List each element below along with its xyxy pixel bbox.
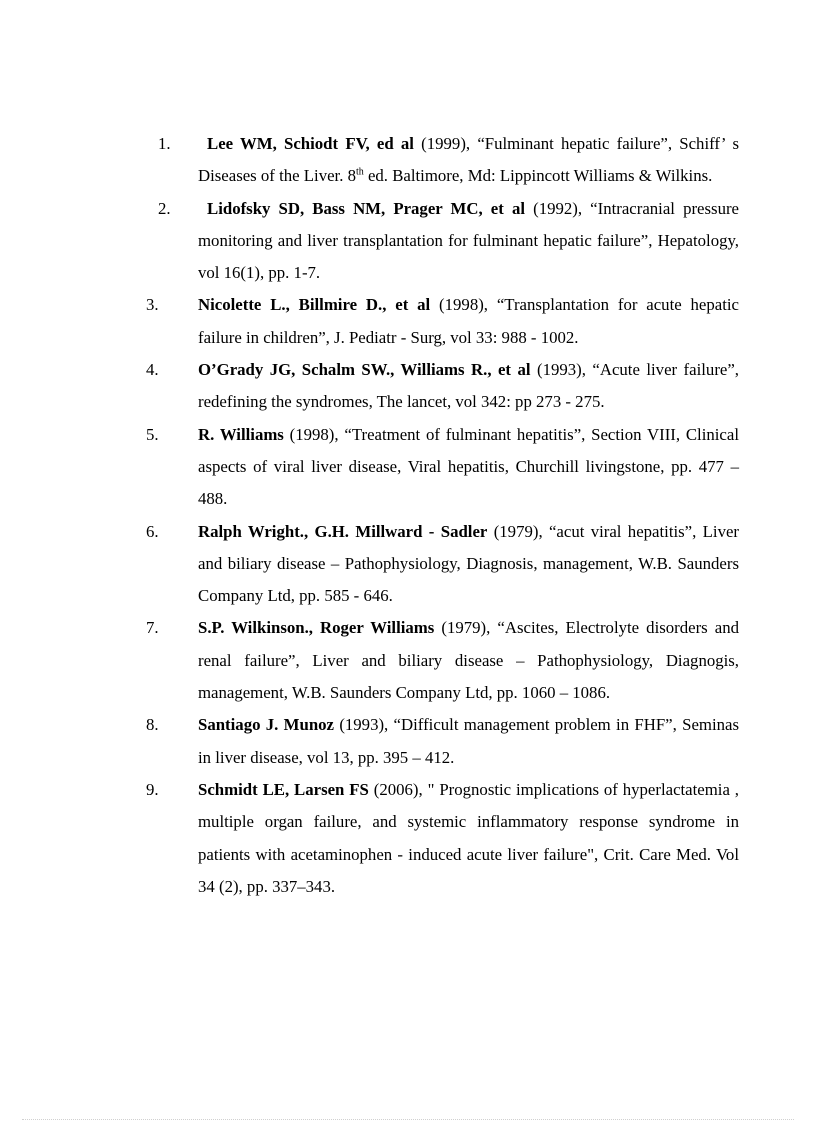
reference-item <box>0 709 739 774</box>
reference-item <box>0 419 739 516</box>
reference-authors: Santiago J. Munoz <box>198 715 335 735</box>
reference-number: 3. <box>146 295 159 315</box>
reference-authors: Nicolette L., Billmire D., et al <box>198 295 431 315</box>
reference-number: 6. <box>146 521 159 541</box>
reference-number: 2. <box>158 198 171 218</box>
reference-number: 9. <box>146 779 159 799</box>
reference-item <box>0 612 739 709</box>
reference-authors: O’Grady JG, Schalm SW., Williams R., et al <box>198 360 531 380</box>
reference-text: (1979), “Ascites, Electrolyte disorders and renal failure”, Liver and biliary disease – Pathophysiology, Diagnogis, management, W.B. Saunders Company Ltd, pp. 1060 – 1086. <box>198 618 739 703</box>
reference-list <box>0 128 816 903</box>
reference-text: (1998), “Treatment of fulminant hepatitis”, Section VIII, Clinical aspects of viral liver disease, Viral hepatitis, Churchill livingstone, pp. 477 – 488. <box>198 424 739 509</box>
reference-number: 4. <box>146 360 159 380</box>
reference-item <box>0 128 739 193</box>
reference-text: (1993), “Difficult management problem in FHF”, Seminas in liver disease, vol 13, pp. 395 – 412. <box>198 715 739 767</box>
reference-item <box>0 774 739 903</box>
reference-number: 1. <box>158 134 171 153</box>
reference-authors: Lidofsky SD, Bass NM, Prager MC, et al <box>207 198 526 218</box>
reference-text: (1992), “Intracranial pressure monitoring and liver transplantation for fulminant hepatic failure”, Hepatology, vol 16(1), pp. 1-7. <box>198 198 739 283</box>
reference-number: 8. <box>146 715 159 735</box>
reference-item <box>0 516 739 613</box>
reference-text: (1993), “Acute liver failure”, redefining the syndromes, The lancet, vol 342: pp 273 - 275. <box>198 360 739 412</box>
reference-authors: S.P. Wilkinson., Roger Williams <box>198 618 435 638</box>
reference-item <box>0 289 739 354</box>
reference-number: 5. <box>146 424 159 444</box>
reference-item <box>0 354 739 419</box>
page-bottom-divider <box>22 1119 794 1120</box>
reference-number: 7. <box>146 618 159 638</box>
reference-authors: Lee WM, Schiodt FV, ed al <box>207 134 414 153</box>
reference-text: (2006), " Prognostic implications of hyperlactatemia , multiple organ failure, and systemic inflammatory response syndrome in patients with acetaminophen - induced acute liver failure", Crit. Care Med. Vol 34 (2), pp. 337–343. <box>198 779 739 896</box>
reference-text-continued: ed. Baltimore, Md: Lippincott Williams & Wilkins. <box>363 166 713 186</box>
reference-authors: Ralph Wright., G.H. Millward - Sadler <box>198 521 488 541</box>
reference-authors: Schmidt LE, Larsen FS <box>198 779 369 799</box>
reference-text: (1999), “Fulminant hepatic failure”, Schiff’ s Diseases of the Liver. 8 <box>198 134 739 186</box>
reference-text: (1998), “Transplantation for acute hepatic failure in children”, J. Pediatr - Surg, vol 33: 988 - 1002. <box>198 295 739 347</box>
reference-authors: R. Williams <box>198 424 284 444</box>
reference-text: (1979), “acut viral hepatitis”, Liver and biliary disease – Pathophysiology, Diagnosis, management, W.B. Saunders Company Ltd, pp. 585 - 646. <box>198 521 739 606</box>
reference-item <box>0 193 739 290</box>
ordinal-suffix: th <box>355 166 364 178</box>
